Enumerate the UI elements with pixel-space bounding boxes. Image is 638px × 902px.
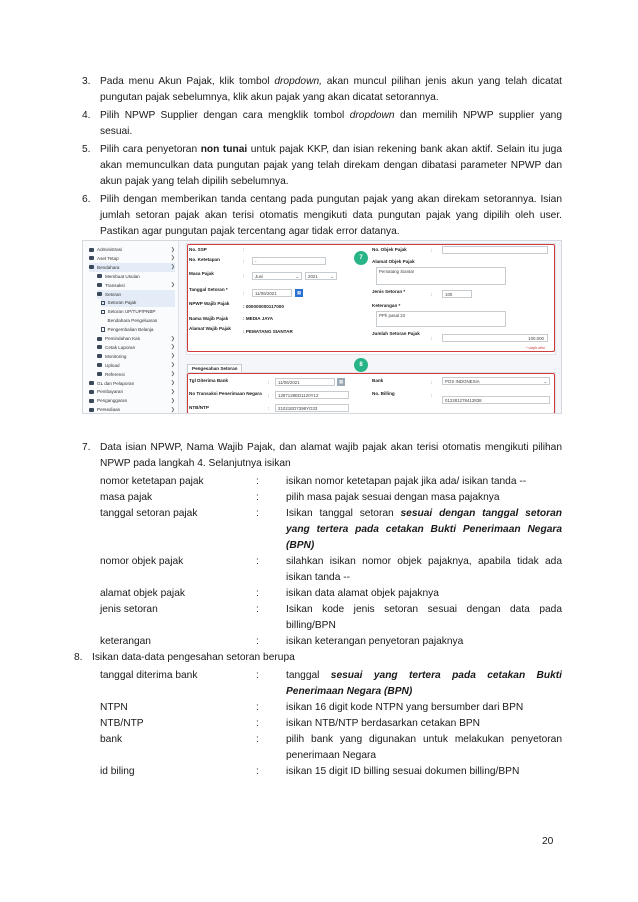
field-name: bank [100,734,123,745]
wajib-diisi-note: * wajib diisi [526,346,545,350]
field-row [82,700,562,716]
sidebar-item-label: Persediaan [97,407,121,413]
sidebar-item-label: Transaksi [105,282,125,288]
sidebar-item-label: Referensi [105,371,125,377]
field-colon: : [256,604,259,615]
highlight-box-step-7 [187,244,555,352]
step-text-part: Pilih NPWP Supplier dengan cara mengklik tombol [100,110,350,121]
folder-icon [97,354,102,358]
step-number: 3. [82,76,91,87]
sidebar-item[interactable] [101,325,175,334]
field-description: isikan 16 digit kode NTPN yang bersumber dari BPN [286,702,524,713]
step-text: Isikan data-data pengesahan setoran berupa [92,652,295,663]
chevron-right-icon: ❯ [170,397,175,404]
chevron-right-icon: ❯ [170,380,175,386]
folder-icon [89,265,94,269]
field-colon: : [256,670,259,681]
nama-text: MEDIA JAYA [245,316,274,321]
step-item [74,650,562,666]
masa-bulan-value: Juni [255,274,264,279]
label-no-objek-pajak: No. Objek Pajak [372,247,407,252]
step-number: 6. [82,194,91,205]
field-row [82,668,562,700]
colon: : [431,248,433,253]
field-colon: : [256,702,259,713]
folder-icon [89,256,94,260]
step-text-part: dan memilih NPWP supplier yang sesuai. [100,110,562,137]
label-no-ssp: No. SSP [189,247,207,252]
chevron-right-icon: ❯ [170,246,175,253]
calendar-icon[interactable]: ▦ [296,290,302,295]
field-colon: : [256,492,259,503]
colon: : [268,406,270,411]
field-description [286,668,562,700]
folder-icon [97,372,102,376]
step-number: 5. [82,144,91,155]
folder-icon [97,283,102,287]
alamat-value: : PEMATANG SIANTAR [243,329,293,334]
colon: : [243,247,245,252]
label-npwp-wajib-pajak: NPWP Wajib Pajak [189,301,230,306]
jumlah-setoran-input: 100.000 [442,334,548,342]
field-description: silahkan isikan nomor objek pajaknya, apabila tidak ada isikan tanda -- [286,556,562,583]
label-tanggal-setoran: Tanggal Setoran * [189,287,228,292]
chevron-down-icon: ⌄ [295,274,299,279]
field-name: jenis setoran [100,604,158,615]
chevron-right-icon: ❯ [170,406,175,413]
document-icon [101,327,105,332]
sidebar-item[interactable] [97,370,175,379]
chevron-down-icon: ⌄ [330,274,334,279]
step-text-part: Pilih dengan memberikan tanda centang pada pungutan pajak yang akan direkam setorannya. Isian jumlah setoran pajak akan terisi otomatis mengikuti data pungutan pajak yang dipilih oleh user. Pastikan agar pungutan pajak tercentang agar tidak error datanya. [100,194,562,237]
step-badge-7: 7 [354,251,368,265]
page-number: 20 [542,836,554,847]
chevron-right-icon: ❯ [170,371,175,378]
tgl-diterima-bank-input[interactable]: 11/06/2021 [275,378,335,386]
step-badge-8: 8 [354,358,368,372]
field-colon: : [256,508,259,519]
chevron-right-icon: ❯ [170,353,175,360]
folder-icon [97,337,102,341]
label-alamat-wajib-pajak: Alamat Wajib Pajak [189,326,231,331]
field-name: tanggal setoran pajak [100,508,198,519]
sidebar-item[interactable] [97,352,175,361]
folder-icon [89,399,94,403]
chevron-right-icon: ❯ [170,264,175,271]
field-row [82,764,562,780]
chevron-down-icon: ⌄ [543,379,547,384]
field-description: isikan nomor ketetapan pajak jika ada/ isikan tanda -- [286,476,527,487]
alamat-text: PEMATANG SIANTAR [245,329,293,334]
sidebar-item-label: Setoran UP/TUP/PNBP [107,309,156,315]
step-text-part: untuk pajak KKP, dan isian rekening bank akan aktif. Selain itu juga akan memunculkan data pungutan pajak yang telah direkam dengan dibatasi parameter NPWP dan akun pajak yang telah dipilih sebelumnya. [100,144,562,187]
chevron-right-icon: ❯ [170,388,175,395]
field-colon: : [256,556,259,567]
field-description: isikan NTB/NTP berdasarkan cetakan BPN [286,718,481,729]
step-text [100,142,562,190]
label-no-billing: No. Billing [372,391,395,396]
application-screenshot [82,240,562,414]
field-description-part: tanggal [286,670,331,681]
masa-tahun-value: 2021 [308,274,318,279]
sidebar-item-label: Pengembalian Belanja [107,327,154,333]
folder-icon [89,381,94,385]
field-colon: : [256,718,259,729]
label-no-transaksi: No Transaksi Penerimaan Negara [189,391,262,396]
document-icon [101,310,105,315]
step-text-part: Pilih cara penyetoran [100,144,201,155]
label-jumlah-setoran: Jumlah Setoran Pajak [372,331,420,336]
label-tgl-diterima-bank: Tgl Diterima Bank [189,378,229,383]
sidebar-item-label: Setoran Pajak [107,300,137,306]
field-description-emphasis: sesuai yang tertera pada cetakan Bukti Penerimaan Negara (BPN) [286,670,562,697]
label-bank: Bank [372,378,384,383]
sidebar-item-label: Cetak Laporan [105,344,136,350]
step-item [82,142,562,190]
sidebar-item-label: Pembayaran [97,389,124,395]
step-text-part: non tunai [200,144,248,155]
folder-icon [97,345,102,349]
chevron-right-icon: ❯ [170,282,175,289]
sidebar-item[interactable] [89,245,175,254]
alamat-objek-pajak-textarea[interactable]: Pematang Siantar [376,267,506,285]
colon: : [268,380,270,385]
sidebar-item[interactable] [89,396,175,405]
sidebar-item-label: Membuat Usulan [105,273,140,279]
sidebar-item-label: Setoran [105,291,122,297]
sidebar-item-label: Bendahara [97,264,120,270]
colon: : [431,336,433,341]
field-name: tanggal diterima bank [100,670,198,681]
colon: : [431,380,433,385]
field-row [82,554,562,586]
npwp-value: : 000000000117000 [243,304,284,309]
sidebar-menu [83,241,179,414]
sidebar-item[interactable] [97,272,175,281]
calendar-icon[interactable]: ▦ [338,379,344,384]
sidebar-item-label: Administrasi [97,247,123,252]
folder-icon [89,248,94,252]
field-description: isikan data alamat objek pajaknya [286,588,439,599]
nama-value: : MEDIA JAYA [243,316,274,321]
field-colon: : [256,766,259,777]
step-number: 8. [74,652,83,663]
chevron-right-icon: ❯ [170,255,175,262]
step-text [100,108,562,140]
field-description [286,506,562,554]
step-number: 7. [82,442,91,453]
field-name: alamat objek pajak [100,588,185,599]
jenis-setoran-input[interactable]: 100 [442,290,472,298]
sidebar-item-label: Aset Tetap [97,255,119,261]
document-icon [101,301,105,306]
step-text [100,192,562,240]
step-item [82,74,562,106]
colon: : [431,292,433,297]
field-name: masa pajak [100,492,153,503]
chevron-right-icon: ❯ [170,362,175,369]
field-row [82,732,562,764]
sidebar-item[interactable] [101,316,175,325]
label-no-ketetapan: No. Ketetapan [189,257,220,262]
colon: : [243,259,245,264]
step-number: 4. [82,110,91,121]
step-list [82,74,562,242]
colon: : [243,291,245,296]
label-ntb-ntp: NTB/NTP [189,405,209,410]
field-row [82,474,562,490]
field-row [82,602,562,634]
folder-icon [89,390,94,394]
chevron-right-icon: ❯ [170,335,175,342]
bank-value: POS INDONESIA [445,379,480,384]
ntb-ntp-input[interactable]: 21021ED7398YG33 [275,404,349,412]
npwp-text: 000000000117000 [245,304,284,309]
field-explanations [74,440,562,780]
chevron-right-icon: ❯ [170,344,175,351]
sidebar-item[interactable] [97,290,175,299]
field-description: pilih bank yang digunakan untuk melakukan penyetoran penerimaan Negara [286,734,562,761]
step-text-part: akan muncul pilihan jenis akun yang telah dicatat pungutan pajak sebelumnya, klik akun pajak yang akan dicatat setorannya. [100,76,562,103]
sidebar-item[interactable] [97,361,175,370]
label-keterangan: Keterangan * [372,303,401,308]
field-row [82,716,562,732]
setoran-pajak-form [186,241,558,414]
sidebar-item-label: Monitoring [105,353,127,359]
sidebar-item[interactable] [97,281,175,290]
label-nama-wajib-pajak: Nama Wajib Pajak [189,316,229,321]
field-row [82,490,562,506]
sidebar-item-label: Pemindahan Kas [105,336,140,341]
step-item [82,192,562,240]
no-transaksi-input[interactable]: 1287128ED1120Y12 [275,391,349,399]
field-colon: : [256,476,259,487]
field-name: nomor objek pajak [100,556,184,567]
colon: : [431,393,433,398]
field-row [82,586,562,602]
sidebar-item[interactable] [89,379,175,388]
field-description: Isikan kode jenis setoran sesuai dengan data pada billing/BPN [286,604,562,631]
colon: : [268,393,270,398]
step-text-part: dropdown, [274,76,322,87]
step-text-part: dropdown [349,110,395,121]
folder-icon [97,363,102,367]
folder-icon [97,292,102,296]
folder-icon [97,274,102,278]
field-name: id biling [100,766,135,777]
sidebar-item[interactable] [101,298,175,307]
no-ketetapan-input[interactable]: - [252,257,326,265]
tab-pengesahan-setoran[interactable]: Pengesahan Setoran [187,364,242,372]
field-colon: : [256,636,259,647]
sidebar-item[interactable] [97,334,175,343]
field-colon: : [256,588,259,599]
sidebar-item-label: GL dan Pelaporan [97,380,135,386]
field-colon: : [256,734,259,745]
step-text-part: Pada menu Akun Pajak, klik tombol [100,76,275,87]
field-row [82,506,562,554]
label-masa-pajak: Masa Pajak [189,271,214,276]
label-jenis-setoran: Jenis Setoran * [372,289,406,294]
step-text [100,74,562,106]
step-text: Data isian NPWP, Nama Wajib Pajak, dan alamat wajib pajak akan terisi otomatis mengikuti pilihan NPWP pada langkah 4. Selanjutnya isikan [100,442,562,469]
no-billing-input[interactable]: 012281278412838 [442,396,550,404]
sidebar-item-label: Bendahara Pengeluaran [107,318,158,324]
sidebar-item[interactable] [89,387,175,396]
field-description: isikan keterangan penyetoran pajaknya [286,636,464,647]
step-item [82,108,562,140]
keterangan-textarea[interactable]: PPh pasal 23 [376,311,506,327]
field-description: pilih masa pajak sesuai dengan masa pajaknya [286,492,500,503]
field-description-emphasis: sesuai dengan tanggal setoran yang tertera pada cetakan Bukti Penerimaan Negara (BPN) [286,508,562,551]
field-description-part: Isikan tanggal setoran [286,508,401,519]
colon: : [243,273,245,278]
step-item [82,440,562,472]
sidebar-item[interactable] [89,254,175,263]
field-name: keterangan [100,636,151,647]
field-description: isikan 15 digit ID billing sesuai dokumen billing/BPN [286,766,520,777]
field-name: NTPN [100,702,128,713]
field-name: NTB/NTP [100,718,144,729]
label-alamat-objek-pajak: Alamat Objek Pajak [372,259,415,264]
sidebar-item-label: Penganggaran [97,398,128,404]
sidebar-item[interactable] [89,263,175,272]
field-name: nomor ketetapan pajak [100,476,204,487]
highlight-box-step-8 [187,373,555,414]
sidebar-item[interactable] [97,343,175,352]
sidebar-item[interactable] [101,307,175,316]
sidebar-item[interactable] [89,405,175,414]
tanggal-setoran-input[interactable]: 11/06/2021 [252,289,292,297]
sidebar-item-label: Upload [105,362,120,368]
folder-icon [89,408,94,412]
field-row [82,634,562,650]
